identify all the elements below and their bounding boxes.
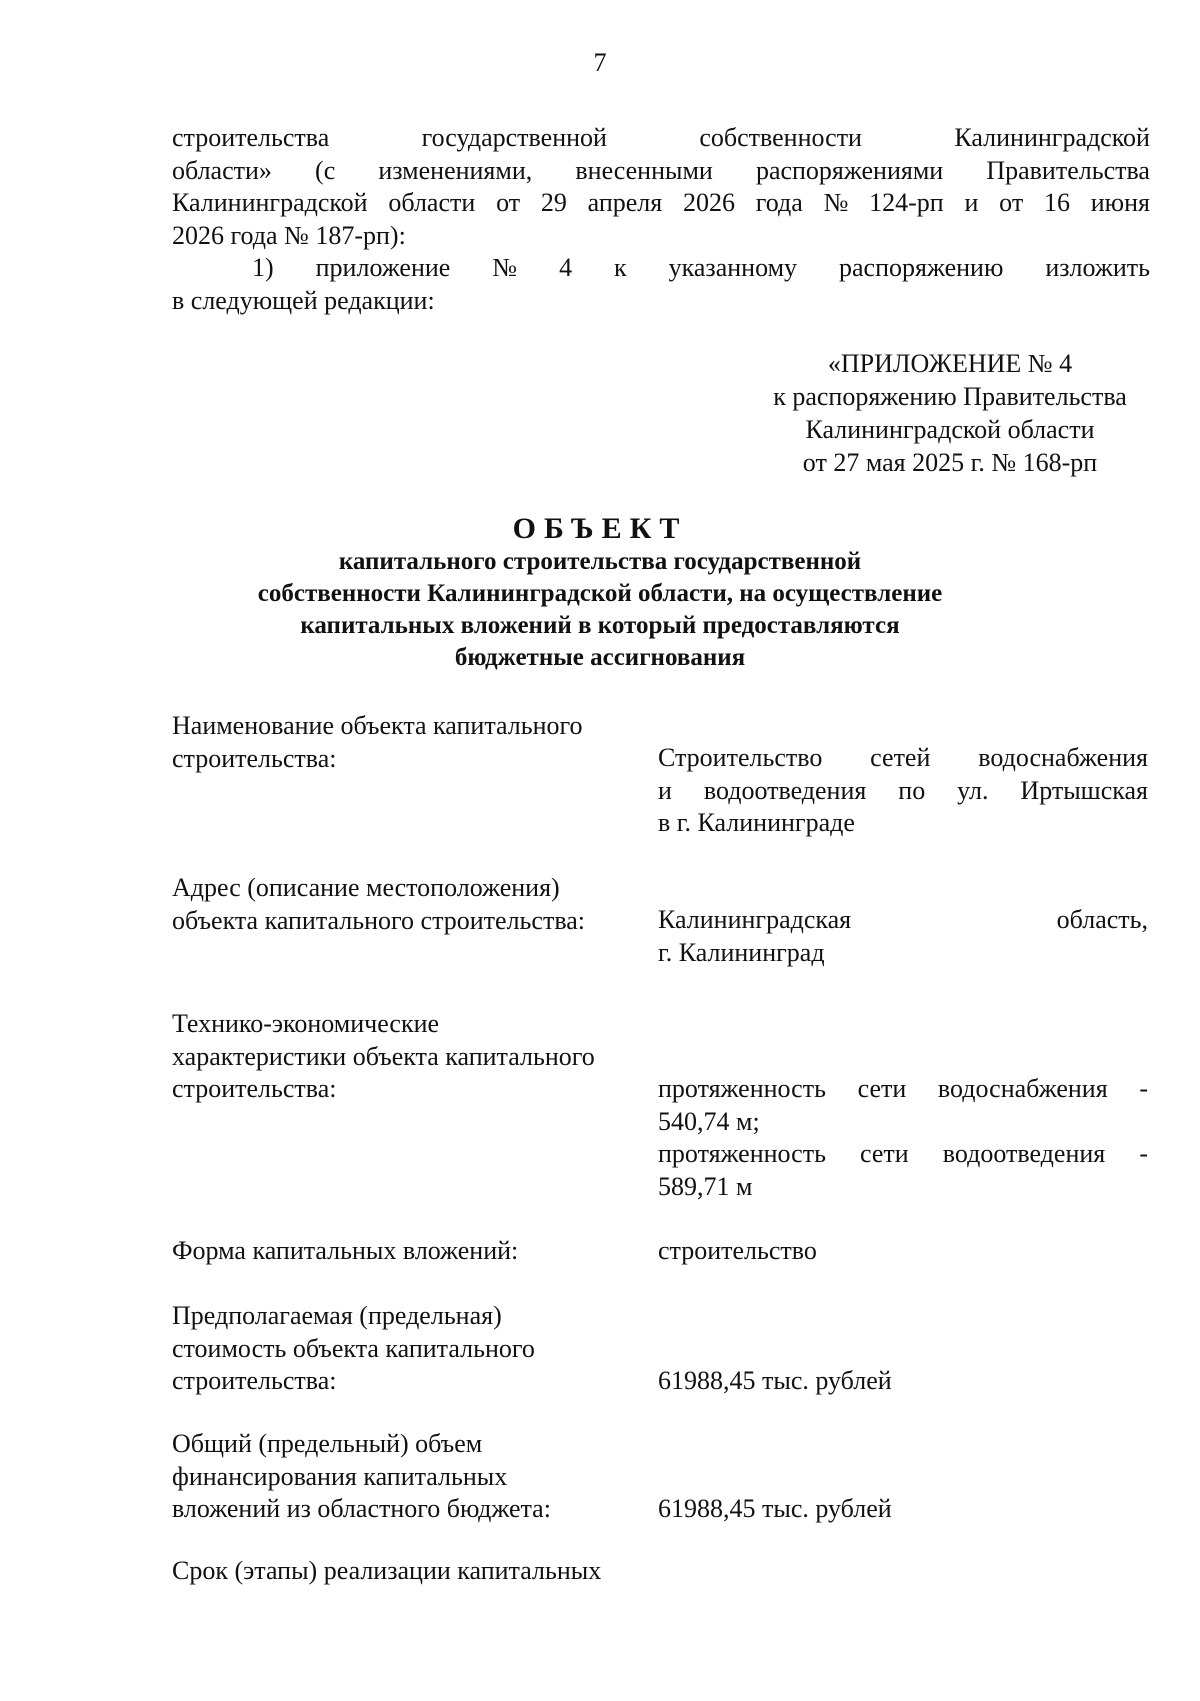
label-line: объекта капитального строительства: — [172, 905, 586, 935]
word: государственной — [421, 123, 607, 152]
word: от — [496, 188, 521, 217]
word: водоснабжения — [978, 743, 1148, 772]
field-label-name — [172, 710, 652, 775]
field-label-financing — [172, 1428, 652, 1526]
value-line: 61988,45 тыс. рублей — [658, 1366, 892, 1395]
value-line: 589,71 м — [658, 1171, 753, 1201]
word: апреля — [587, 188, 663, 217]
value-line — [658, 775, 1148, 808]
field-label-tech — [172, 1008, 652, 1106]
word: Калининградской — [954, 123, 1150, 152]
word: 29 — [540, 188, 567, 217]
word: года — [755, 188, 803, 217]
word: 16 — [1043, 188, 1070, 217]
value-line: в г. Калининграде — [658, 808, 855, 837]
word: Калининградская — [658, 905, 852, 934]
label-line: стоимость объекта капитального — [172, 1333, 535, 1363]
word: протяженность — [658, 1139, 826, 1168]
label-line: Адрес (описание местоположения) — [172, 873, 560, 902]
label-line: Форма капитальных вложений: — [172, 1236, 519, 1265]
object-subtitle — [0, 546, 1200, 674]
word: от — [999, 188, 1024, 217]
label-line: финансирования капитальных — [172, 1461, 508, 1491]
appendix-line: к распоряжению Правительства — [773, 382, 1127, 411]
field-value-financing — [658, 1493, 1148, 1526]
label-line: вложений из областного бюджета: — [172, 1494, 551, 1523]
field-label-term — [172, 1555, 652, 1588]
word: и — [658, 775, 672, 805]
word: к — [614, 253, 627, 282]
word: № — [823, 188, 849, 217]
word: 1) — [252, 253, 274, 282]
label-line: строительства: — [172, 1366, 337, 1395]
word: распоряжению — [839, 253, 1004, 282]
word: указанному — [668, 253, 798, 282]
field-value-name — [658, 742, 1148, 840]
page-number: 7 — [593, 48, 607, 77]
word: (с — [315, 155, 336, 185]
word: водоснабжения — [937, 1074, 1108, 1103]
word: сетей — [870, 743, 931, 772]
word: собственности — [699, 123, 862, 152]
value-line — [658, 742, 1148, 775]
appendix-line: «ПРИЛОЖЕНИЕ № 4 — [827, 349, 1073, 378]
word: 2026 — [682, 188, 735, 217]
field-value-form — [658, 1235, 1148, 1268]
field-label-cost — [172, 1300, 652, 1398]
object-title: ОБЪЕКТ — [512, 512, 688, 545]
word: сети — [857, 1074, 907, 1103]
word: приложение — [315, 253, 451, 282]
appendix-header — [740, 347, 1160, 479]
value-line: 540,74 м; — [658, 1106, 760, 1136]
label-line: строительства: — [172, 743, 337, 773]
subtitle-line: собственности Калининградской области, на осуществление — [257, 580, 943, 607]
field-value-address — [658, 904, 1148, 969]
intro-line: в следующей редакции: — [172, 285, 435, 315]
word: - — [1139, 1139, 1148, 1168]
word: распоряжениями — [755, 155, 944, 185]
label-line: строительства: — [172, 1074, 337, 1103]
intro-line — [172, 155, 1150, 188]
field-label-form — [172, 1235, 652, 1268]
label-line: Срок (этапы) реализации капитальных — [172, 1556, 602, 1585]
word: и — [964, 188, 979, 217]
value-line — [658, 1138, 1148, 1171]
word: строительства — [172, 123, 330, 152]
subtitle-line: капитальных вложений в который предоставляются — [300, 612, 900, 639]
word: изложить — [1045, 253, 1150, 282]
word: область, — [1056, 905, 1148, 934]
field-value-cost — [658, 1365, 1148, 1398]
word: ул. — [957, 775, 989, 805]
label-line: характеристики объекта капитального — [172, 1041, 595, 1071]
subtitle-line: бюджетные ассигнования — [454, 644, 746, 671]
word: области — [388, 188, 476, 217]
value-line — [658, 904, 1148, 937]
word: по — [898, 775, 926, 805]
word: сети — [860, 1139, 909, 1168]
intro-line: 2026 года № 187-рп): — [172, 220, 406, 250]
value-line: г. Калининград — [658, 937, 825, 967]
label-line: Наименование объекта капитального — [172, 711, 583, 740]
word: Калининградской — [172, 188, 368, 217]
label-line: Общий (предельный) объем — [172, 1429, 483, 1458]
intro-line — [172, 252, 1150, 285]
label-line: Предполагаемая (предельная) — [172, 1301, 502, 1330]
intro-line — [172, 122, 1150, 155]
word: Иртышская — [1020, 775, 1148, 805]
value-line: 61988,45 тыс. рублей — [658, 1494, 892, 1523]
word: 124-рп — [869, 188, 944, 217]
value-line — [658, 1073, 1148, 1106]
word: изменениями, — [378, 155, 533, 185]
appendix-line: от 27 мая 2025 г. № 168-рп — [802, 448, 1098, 477]
field-label-address — [172, 872, 652, 937]
word: 4 — [559, 253, 573, 282]
subtitle-line: капитального строительства государственной — [338, 548, 862, 575]
appendix-line: Калининградской области — [805, 415, 1095, 444]
intro-paragraph — [172, 122, 1150, 317]
word: № — [492, 253, 518, 282]
intro-line — [172, 187, 1150, 220]
word: водоотведения — [703, 775, 867, 805]
word: - — [1139, 1074, 1148, 1103]
word: июня — [1090, 188, 1150, 217]
word: области» — [172, 155, 272, 185]
word: Строительство — [658, 743, 823, 772]
word: Правительства — [986, 155, 1150, 185]
word: протяженность — [658, 1074, 826, 1103]
word: водоотведения — [942, 1139, 1106, 1168]
label-line: Технико-экономические — [172, 1009, 440, 1038]
word: внесенными — [575, 155, 713, 185]
field-value-tech — [658, 1073, 1148, 1203]
value-line: строительство — [658, 1236, 817, 1265]
